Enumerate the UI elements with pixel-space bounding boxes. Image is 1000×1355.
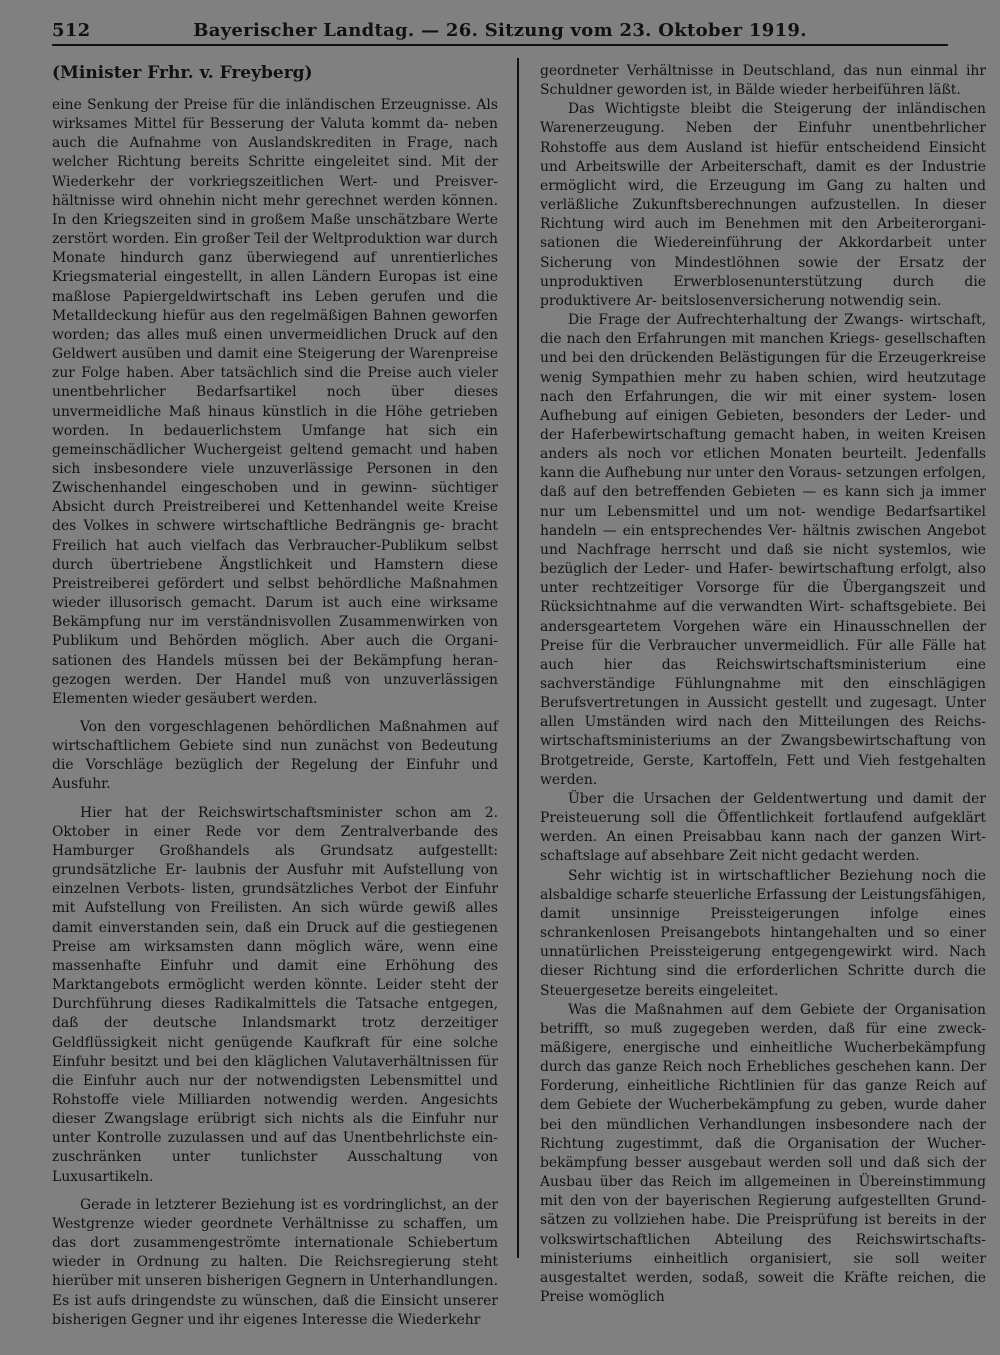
paragraph: Das Wichtigste bleibt die Steigerung der inländischen Warenerzeugung. Neben der Einfuhr unentbehrlicher Rohstoffe aus dem Ausland ist hiefür entscheidend Einsicht und Arbeitswille der Arbeiterschaft, damit es der Industrie ermöglicht wird, die Erzeugung im Gang zu halten und verläßliche Zukunftsberechnungen aufzustellen. In dieser Richtung wird auch im Benehmen mit den Arbeiterorgani- sationen die Wiedereinführung der Akkordarbeit unter Sicherung von Mindestlöhnen sowie der Ersatz der unproduktiven Erwerblosenunterstützung durch die produktivere Ar- beitslosenversicherung notwendig sein. <box>540 101 986 309</box>
paragraph: Über die Ursachen der Geldentwertung und damit der Preisteuerung soll die Öffentlichkeit fortlaufend aufgeklärt werden. An einen Preisabbau kann nach der ganzen Wirt- schaftslage auf absehbare Zeit nicht gedacht werden. <box>540 790 986 865</box>
page-header <box>52 18 948 46</box>
paragraph: Hier hat der Reichswirtschaftsminister schon am 2. Oktober in einer Rede vor dem Zentralverbande des Hamburger Großhandels als Grundsatz aufgestellt: grundsätzliche Er- laubnis der Ausfuhr mit Aufstellung von einzelnen Verbots- listen, grundsätzliches Verbot der Einfuhr mit Aufstellung von Freilisten. An sich würde gewiß alles damit einverstanden sein, daß ein Druck auf die gestiegenen Preise am wirksamsten dann möglich wäre, wenn eine massenhafte Einfuhr und damit eine Erhöhung des Marktangebots ermöglicht werden könnte. Leider steht der Durchführung dieses Radikalmittels die Tatsache entgegen, daß der deutsche Inlandsmarkt trotz derzeitiger Geldflüssigkeit nicht genügende Kaufkraft für eine solche Einfuhr besitzt und bei den kläglichen Valutaverhältnissen für die Einfuhr auch nur der notwendigsten Lebensmittel und Rohstoffe viele Milliarden notwendig werden. Angesichts dieser Zwangslage erübrigt sich nichts als die Einfuhr nur unter Kontrolle zuzulassen und auf das Unentbehrlichste ein- zuschränken unter tunlichster Ausschaltung von Luxusartikeln. <box>52 804 498 1185</box>
paragraph: geordneter Verhältnisse in Deutschland, das nun einmal ihr Schuldner geworden ist, in Bälde wieder herbeiführen läßt. <box>540 63 986 99</box>
page-number: 512 <box>52 20 91 41</box>
column-divider <box>517 58 519 1258</box>
left-column <box>52 62 498 1330</box>
paragraph: eine Senkung der Preise für die inländischen Erzeugnisse. Als wirksames Mittel für Besserung der Valuta kommt da- neben auch die Aufnahme von Auslandskrediten in Frage, nach welcher Richtung bereits Schritte eingeleitet sind. Mit der Wiederkehr der vorkriegszeitlichen Wert- und Preisver- hältnisse wird ohnehin nicht mehr gerechnet werden können. In den Kriegszeiten sind in großem Maße unschätzbare Werte zerstört worden. Ein großer Teil der Weltproduktion war durch Monate hindurch ganz überwiegend auf unrentierliches Kriegsmaterial eingestellt, in allen Ländern Europas ist eine maßlose Papiergeldwirtschaft ins Leben gerufen und die Metalldeckung hiefür aus den regelmäßigen Bahnen geworfen worden; das alles muß einen unvermeidlichen Druck auf den Geldwert ausüben und damit eine Steigerung der Warenpreise zur Folge haben. Aber tatsächlich sind die Preise auch vieler unentbehrlicher Bedarfsartikel noch über dieses unvermeidliche Maß hinaus künstlich in die Höhe getrieben worden. In bedauerlichstem Umfange hat sich ein gemeinschädlicher Wuchergeist geltend gemacht und haben sich insbesondere viele unzuverlässige Personen in den Zwischenhandel eingeschoben und in gewinn- süchtiger Absicht durch Preistreiberei und Kettenhandel weite Kreise des Volkes in schwere wirtschaftliche Bedrängnis ge- bracht Freilich hat auch vielfach das Verbraucher-Publikum selbst durch übertriebene Ängstlichkeit und Hamstern diese Preistreiberei gefördert und selbst behördliche Maßnahmen wieder illusorisch gemacht. Darum ist auch eine wirksame Bekämpfung nur im verständnisvollen Zusammenwirken von Publikum und Behörden möglich. Aber auch die Organi- sationen des Handels müssen bei der Bekämpfung heran- gezogen werden. Der Handel muß von unzuverlässigen Elementen wieder gesäubert werden. <box>52 97 498 707</box>
paragraph: Gerade in letzterer Beziehung ist es vordringlichst, an der Westgrenze wieder geordnete Verhältnisse zu schaffen, um das dort zusammengeströmte internationale Schiebertum wieder in Ordnung zu halten. Die Reichsregierung steht hierüber mit unseren bisherigen Gegnern in Unterhandlungen. Es ist aufs dringendste zu wünschen, daß die Einsicht unserer bisherigen Gegner und ihr eigenes Interesse die Wiederkehr <box>52 1196 498 1328</box>
paragraph: Von den vorgeschlagenen behördlichen Maßnahmen auf wirtschaftlichem Gebiete sind nun zunächst von Bedeutung die Vorschläge bezüglich der Regelung der Einfuhr und Ausfuhr. <box>52 719 498 793</box>
running-title: Bayerischer Landtag. — 26. Sitzung vom 23. Oktober 1919. <box>193 20 807 41</box>
paragraph: Sehr wichtig ist in wirtschaftlicher Beziehung noch die alsbaldige scharfe steuerliche Erfassung der Leistungsfähigen, damit unsinnige Preissteigerungen infolge eines schrankenlosen Preisangebots hintangehalten und so einer unnatürlichen Preissteigerung entgegengewirkt wird. Nach dieser Richtung sind die erforderlichen Schritte durch die Steuergesetze bereits eingeleitet. <box>540 867 986 999</box>
paragraph: Was die Maßnahmen auf dem Gebiete der Organisation betrifft, so muß zugegeben werden, daß für eine zweck- mäßigere, energische und einheitliche Wucherbekämpfung durch das ganze Reich noch Erhebliches geschehen kann. Der Forderung, einheitliche Richtlinien für das ganze Reich auf dem Gebiete der Wucherbekämpfung zu geben, wurde daher bei den mündlichen Verhandlungen insbesondere nach der Richtung zugestimmt, daß die Organisation der Wucher- bekämpfung besser ausgebaut werden soll und daß sich der Ausbau über das Reich im allgemeinen in Übereinstimmung mit den von der bayerischen Regierung aufgestellten Grund- sätzen zu vollziehen habe. Die Preisprüfung ist bereits in der volkswirtschaftlichen Abteilung des Reichswirtschafts- ministeriums einheitlich organisiert, sie soll weiter ausgestaltet werden, sodaß, soweit die Kräfte reichen, die Preise womöglich <box>540 1001 986 1305</box>
speaker-heading: (Minister Frhr. v. Freyberg) <box>52 63 313 83</box>
right-column <box>540 62 986 1307</box>
paragraph: Die Frage der Aufrechterhaltung der Zwangs- wirtschaft, die nach den Erfahrungen mit manchen Kriegs- gesellschaften und bei den drückenden Belästigungen für die Erzeugerkreise wenig Sympathien mehr zu haben schien, wird heutzutage nach den Erfahrungen, die wir mit einer system- losen Aufhebung auf einigen Gebieten, besonders der Leder- und der Haferbewirtschaftung gemacht haben, in weiten Kreisen anders als noch vor etlichen Monaten beurteilt. Jedenfalls kann die Aufhebung nur unter den Voraus- setzungen erfolgen, daß auf den betreffenden Gebieten — es kann sich ja immer nur um Lebensmittel und um not- wendige Bedarfsartikel handeln — ein entsprechendes Ver- hältnis zwischen Angebot und Nachfrage herrscht und daß sie nicht systemlos, wie bezüglich der Leder- und Hafer- bewirtschaftung erfolgt, also unter rechtzeitiger Vorsorge für die Übergangszeit und Rücksichtnahme auf die verwandten Wirt- schaftsgebiete. Bei andersgeartetem Vorgehen wäre ein Hinausschnellen der Preise für die Verbraucher unvermeidlich. Für alle Fälle hat auch hier das Reichswirtschaftsministerium eine sachverständige Fühlungnahme mit den einschlägigen Berufsvertretungen in Aussicht gestellt und zugesagt. Unter allen Umständen wird nach den Mitteilungen des Reichs- wirtschaftsministeriums an der Zwangsbewirtschaftung von Brotgetreide, Gerste, Kartoffeln, Fett und Vieh festgehalten werden. <box>540 312 986 788</box>
